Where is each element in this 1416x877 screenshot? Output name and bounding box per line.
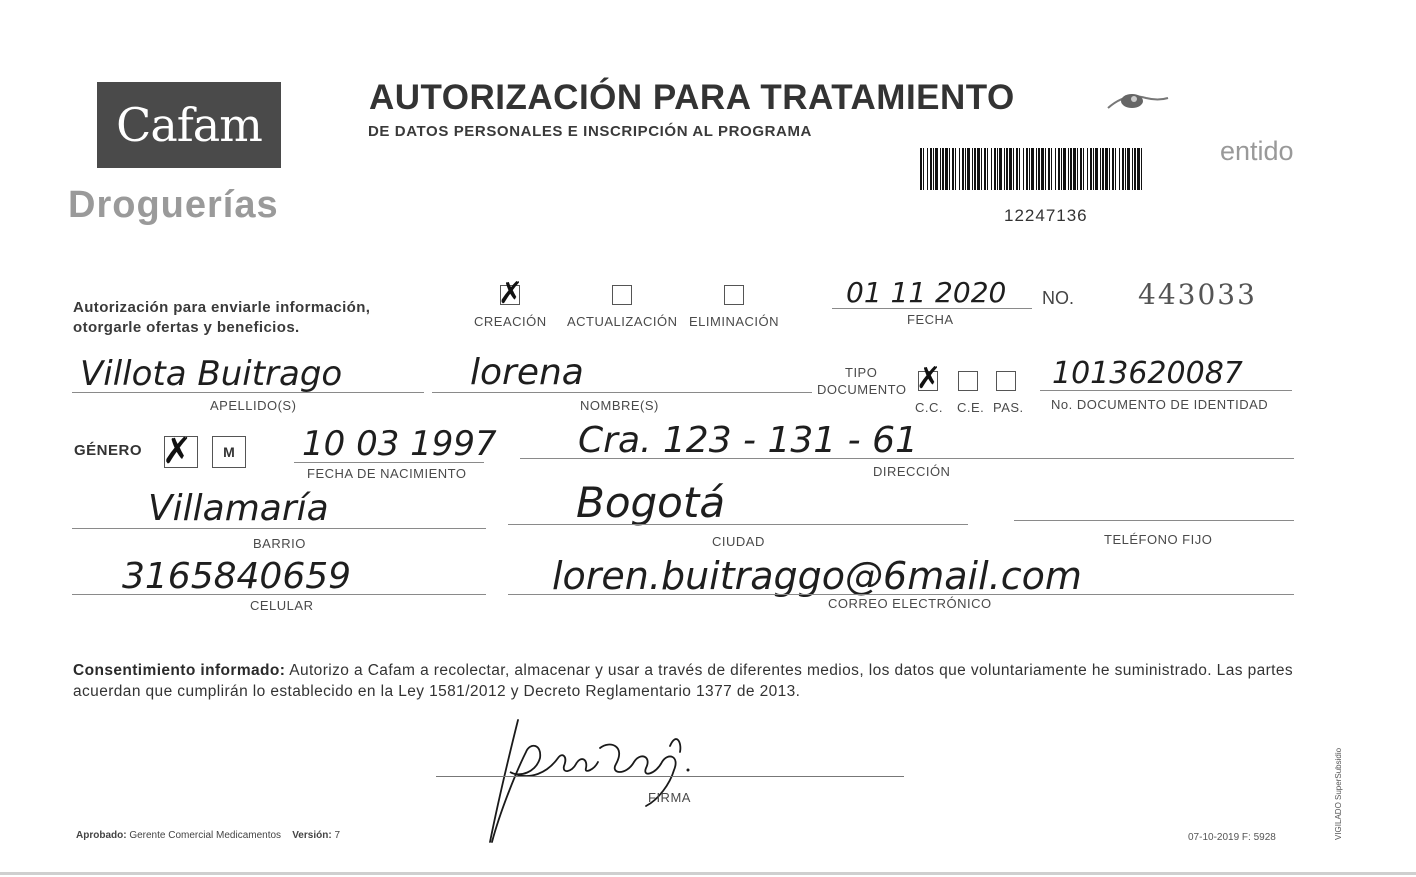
fecha-line bbox=[832, 308, 1032, 309]
documento-value[interactable]: 1013620087 bbox=[1052, 356, 1243, 391]
intro-line-1: Autorización para enviarle información, bbox=[73, 299, 371, 316]
intro-line-2: otorgarle ofertas y beneficios. bbox=[73, 319, 300, 336]
ciudad-label: CIUDAD bbox=[712, 534, 765, 549]
tipo-doc-label-1: TIPO bbox=[845, 365, 878, 380]
barrio-value[interactable]: Villamaría bbox=[148, 488, 329, 529]
correo-value[interactable]: loren.buitraggo@6mail.com bbox=[552, 554, 1082, 598]
intro-text bbox=[73, 298, 370, 338]
ciudad-line bbox=[508, 524, 968, 525]
firma-line bbox=[436, 776, 904, 777]
eye-logo-icon bbox=[1106, 88, 1170, 114]
numero-value: 443033 bbox=[1138, 278, 1257, 311]
firma-label: FIRMA bbox=[648, 790, 691, 805]
telefono-label: TELÉFONO FIJO bbox=[1104, 532, 1213, 547]
ce-checkbox[interactable] bbox=[958, 371, 978, 391]
celular-label: CELULAR bbox=[250, 598, 314, 613]
pas-label: PAS. bbox=[993, 400, 1024, 415]
footer-date-code: 07-10-2019 F: 5928 bbox=[1188, 832, 1276, 843]
version-value: 7 bbox=[334, 830, 340, 841]
genero-m-checkbox[interactable]: M bbox=[212, 436, 246, 468]
genero-f-check-mark: ✗ bbox=[162, 431, 193, 472]
consent-body: Autorizo a Cafam a recolectar, almacenar y usar a través de diferentes medios, los datos que voluntariamente he suministrado. Las partes acuerdan que cumplirán lo establecido en la Ley 1581/2012 y Decreto Reglamentario 1377 de 2013. bbox=[73, 662, 1294, 700]
apellidos-label: APELLIDO(S) bbox=[210, 398, 297, 413]
actualizacion-checkbox[interactable] bbox=[612, 285, 632, 305]
scan-edge bbox=[0, 872, 1416, 875]
documento-label: No. DOCUMENTO DE IDENTIDAD bbox=[1051, 397, 1269, 412]
version-label: Versión: bbox=[292, 830, 332, 841]
consent-text bbox=[73, 660, 1303, 702]
nombres-line bbox=[432, 392, 812, 393]
cc-label: C.C. bbox=[915, 400, 943, 415]
nacimiento-label: FECHA DE NACIMIENTO bbox=[307, 466, 467, 481]
genero-label: GÉNERO bbox=[74, 442, 143, 459]
document-subtitle: DE DATOS PERSONALES E INSCRIPCIÓN AL PROGRAMA bbox=[368, 123, 812, 140]
nacimiento-line bbox=[294, 462, 484, 463]
direccion-value[interactable]: Cra. 123 - 131 - 61 bbox=[578, 420, 918, 461]
direccion-line bbox=[520, 458, 1294, 459]
barcode-number: 12247136 bbox=[1004, 206, 1088, 225]
aprobado-label: Aprobado: bbox=[76, 830, 127, 841]
aprobado-value: Gerente Comercial Medicamentos bbox=[129, 830, 282, 841]
barrio-line bbox=[72, 528, 486, 529]
tipo-doc-label-2: DOCUMENTO bbox=[817, 382, 907, 397]
apellidos-line bbox=[72, 392, 424, 393]
correo-line bbox=[508, 594, 1294, 595]
eliminacion-checkbox[interactable] bbox=[724, 285, 744, 305]
creacion-check-mark: ✗ bbox=[498, 276, 524, 311]
actualizacion-label: ACTUALIZACIÓN bbox=[567, 314, 678, 329]
fecha-value[interactable]: 01 11 2020 bbox=[846, 276, 1007, 309]
document-title: AUTORIZACIÓN PARA TRATAMIENTO bbox=[369, 78, 1015, 117]
creacion-label: CREACIÓN bbox=[474, 314, 547, 329]
handwritten-signature[interactable] bbox=[430, 712, 710, 852]
direccion-label: DIRECCIÓN bbox=[873, 464, 951, 479]
barcode bbox=[920, 148, 1146, 190]
cafam-logo: Cafam bbox=[116, 98, 262, 152]
documento-line bbox=[1040, 390, 1292, 391]
apellidos-value[interactable]: Villota Buitrago bbox=[80, 354, 343, 394]
fecha-label: FECHA bbox=[907, 312, 954, 327]
barrio-label: BARRIO bbox=[253, 536, 306, 551]
nombres-value[interactable]: lorena bbox=[470, 352, 584, 393]
ciudad-value[interactable]: Bogotá bbox=[576, 478, 726, 527]
correo-label: CORREO ELECTRÓNICO bbox=[828, 596, 992, 611]
eliminacion-label: ELIMINACIÓN bbox=[689, 314, 780, 329]
brand-subtitle: Droguerías bbox=[68, 184, 279, 226]
pas-checkbox[interactable] bbox=[996, 371, 1016, 391]
telefono-line bbox=[1014, 520, 1294, 521]
consent-heading: Consentimiento informado: bbox=[73, 662, 286, 679]
truncated-word: entido bbox=[1220, 136, 1294, 166]
celular-line bbox=[72, 594, 486, 595]
celular-value[interactable]: 3165840659 bbox=[122, 556, 352, 597]
nacimiento-value[interactable]: 10 03 1997 bbox=[302, 424, 497, 464]
vigilado-vertical-text: VIGILADO SuperSubsidio bbox=[1334, 747, 1343, 840]
ce-label: C.E. bbox=[957, 400, 985, 415]
numero-label: NO. bbox=[1042, 288, 1075, 308]
nombres-label: NOMBRE(S) bbox=[580, 398, 659, 413]
footer-approval bbox=[76, 830, 340, 841]
cc-check-mark: ✗ bbox=[916, 361, 942, 396]
